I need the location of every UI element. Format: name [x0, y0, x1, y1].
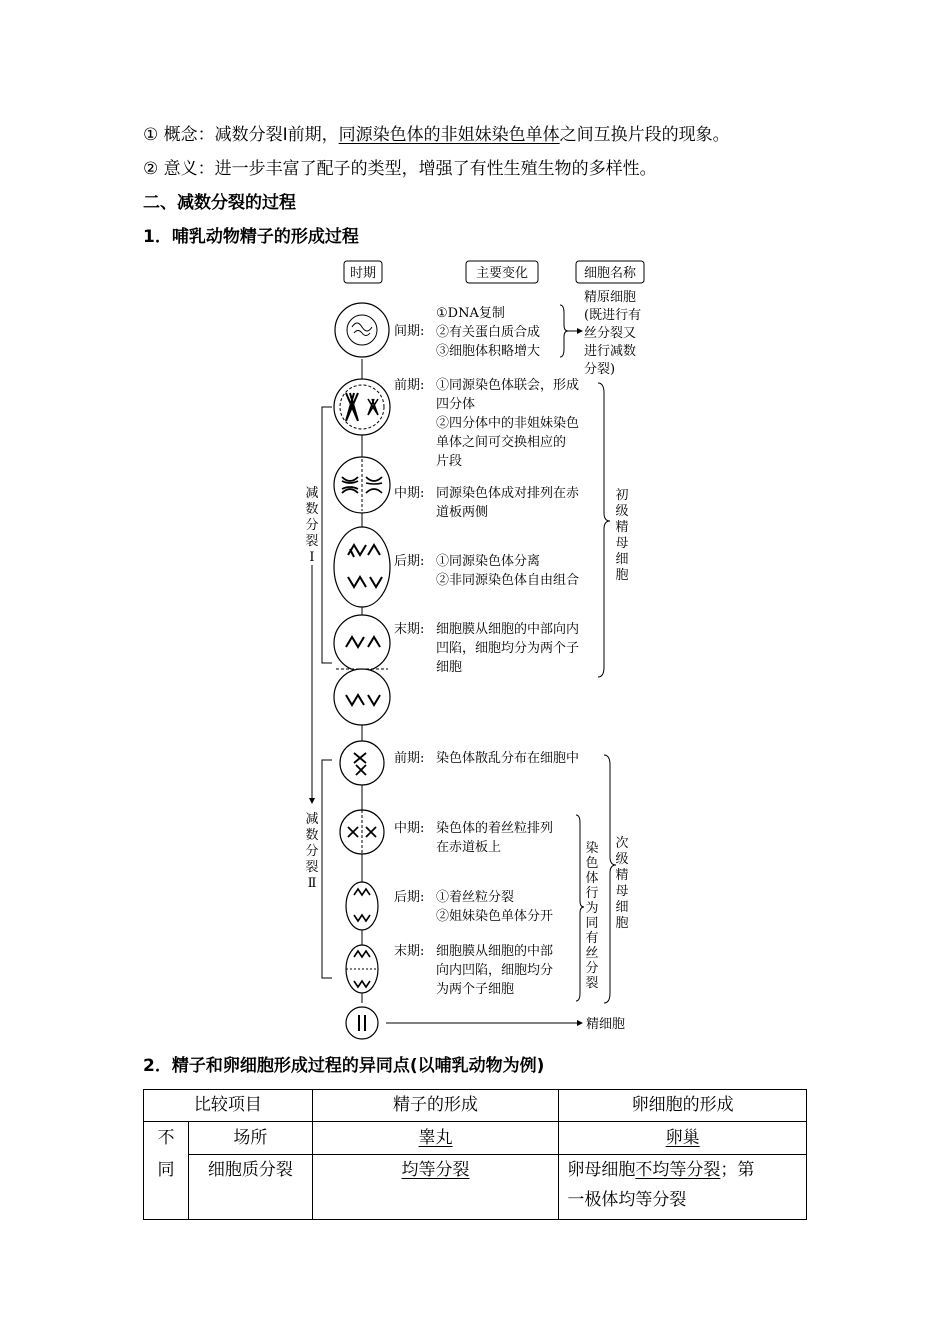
svg-text:精: 精 — [615, 868, 629, 883]
m2-metaphase-line-2: 在赤道板上 — [436, 840, 502, 855]
meiosis1-prophase-cell — [334, 379, 390, 435]
concept-line — [143, 124, 730, 146]
svg-text:精: 精 — [615, 520, 629, 535]
m1-metaphase-line-2: 道板两侧 — [436, 505, 489, 520]
section-heading: 二、减数分裂的过程 — [143, 193, 296, 213]
svg-text:分: 分 — [585, 961, 599, 976]
svg-text:Ⅰ: Ⅰ — [309, 550, 315, 565]
m1-anaphase-label: 后期: — [394, 554, 425, 569]
row-egg-location: 卵巢 — [559, 1122, 807, 1155]
group-label-bottom: 同 — [144, 1155, 189, 1220]
meiosis1-telophase-cells — [334, 615, 390, 725]
svg-text:色: 色 — [585, 856, 599, 871]
m1-metaphase-line-1: 同源染色体成对排列在赤 — [436, 486, 580, 501]
m2-prophase-line-1: 染色体散乱分布在细胞中 — [436, 751, 580, 766]
interphase-label: 间期: — [394, 324, 425, 339]
header-changes: 主要变化 — [475, 266, 529, 281]
svg-text:体: 体 — [585, 871, 599, 886]
m1-prophase-line-1: ①同源染色体联会，形成 — [436, 378, 580, 393]
group-label-top: 不 — [144, 1122, 189, 1155]
m1-prophase-line-4: 单体之间可交换相应的 — [436, 435, 567, 450]
svg-text:分: 分 — [305, 518, 319, 533]
svg-text:胞: 胞 — [615, 568, 629, 583]
header-item: 比较项目 — [144, 1090, 313, 1122]
svg-text:Ⅱ: Ⅱ — [307, 876, 317, 891]
m2-metaphase-label: 中期: — [394, 821, 425, 836]
concept-underlined: 同源染色体的非姐妹染色单体 — [338, 125, 560, 145]
mitosis-note-bracket — [576, 815, 584, 1001]
m1-prophase-line-2: 四分体 — [436, 397, 476, 412]
svg-text:初: 初 — [615, 488, 629, 503]
concept-suffix: 之间互换片段的现象。 — [559, 125, 730, 145]
m2-anaphase-label: 后期: — [394, 890, 425, 905]
svg-text:母: 母 — [615, 884, 629, 899]
table-header-row — [144, 1090, 807, 1122]
svg-text:数: 数 — [305, 502, 319, 517]
sperm-cell — [346, 1007, 378, 1039]
meiosis2-bracket — [322, 760, 332, 978]
svg-text:细: 细 — [615, 900, 629, 915]
row-item-cytokinesis: 细胞质分裂 — [188, 1155, 312, 1220]
concept-prefix: ① 概念：减数分裂Ⅰ前期， — [143, 125, 339, 145]
mitosis-note-label — [585, 840, 598, 991]
meiosis2-anaphase-cell — [346, 882, 378, 930]
row-egg-cytokinesis: 卵母细胞不均等分裂；第 一极体均等分裂 — [559, 1155, 807, 1220]
row-item-location: 场所 — [188, 1122, 312, 1155]
svg-text:染: 染 — [585, 841, 599, 856]
m1-anaphase-line-2: ②非同源染色体自由组合 — [436, 573, 580, 588]
m1-prophase-label: 前期: — [394, 378, 425, 393]
meiosis2-metaphase-cell — [340, 810, 384, 854]
m1-telophase-line-1: 细胞膜从细胞的中部向内 — [436, 622, 580, 637]
svg-text:数: 数 — [305, 828, 319, 843]
subsection-heading-2: 2．精子和卵细胞形成过程的异同点(以哺乳动物为例) — [143, 1056, 545, 1076]
m2-telophase-label: 末期: — [394, 944, 425, 959]
m2-anaphase-line-2: ②姐妹染色单体分开 — [436, 909, 554, 924]
cellname-1-line-4: 进行减数 — [584, 344, 637, 359]
svg-text:分: 分 — [305, 844, 319, 859]
m1-telophase-line-2: 凹陷，细胞均分为两个子 — [436, 641, 580, 656]
interphase-change-2: ②有关蛋白质合成 — [436, 325, 541, 340]
cellname-1-line-5: 分裂) — [584, 362, 616, 377]
meaning-line: ② 意义：进一步丰富了配子的类型，增强了有性生殖生物的多样性。 — [143, 159, 657, 179]
svg-text:丝: 丝 — [585, 946, 599, 961]
m1-prophase-line-5: 片段 — [436, 454, 463, 469]
svg-text:为: 为 — [585, 901, 599, 916]
m2-metaphase-line-1: 染色体的着丝粒排列 — [436, 821, 554, 836]
spermatogenesis-diagram — [290, 255, 660, 1045]
svg-text:行: 行 — [585, 886, 599, 901]
interphase-change-3: ③细胞体积略增大 — [436, 344, 541, 359]
row-sperm-cytokinesis: 均等分裂 — [312, 1155, 559, 1220]
cellname-1-line-1: 精原细胞 — [584, 290, 637, 305]
svg-text:母: 母 — [615, 536, 629, 551]
svg-text:级: 级 — [615, 504, 629, 519]
header-egg: 卵细胞的形成 — [559, 1090, 807, 1122]
meiosis1-anaphase-cell — [334, 527, 390, 607]
svg-text:细: 细 — [615, 552, 629, 567]
header-cellname: 细胞名称 — [583, 266, 637, 281]
m1-metaphase-label: 中期: — [394, 486, 425, 501]
m2-telophase-line-1: 细胞膜从细胞的中部 — [436, 944, 554, 959]
m2-anaphase-line-1: ①着丝粒分裂 — [436, 890, 515, 905]
interphase-cell — [335, 303, 389, 357]
cellname-1-line-2: (既进行有 — [584, 308, 642, 323]
row-sperm-location: 睾丸 — [312, 1122, 559, 1155]
spermatid-label: 精细胞 — [586, 1017, 626, 1032]
svg-text:次: 次 — [615, 836, 629, 851]
m2-telophase-line-2: 向内凹陷，细胞均分 — [436, 963, 554, 978]
svg-text:减: 减 — [305, 812, 319, 827]
meiosis1-label — [305, 485, 318, 565]
meiosis2-telophase-cell — [346, 945, 378, 993]
svg-text:裂: 裂 — [305, 534, 319, 549]
m2-prophase-label: 前期: — [394, 751, 425, 766]
svg-text:减: 减 — [305, 486, 319, 501]
table-row — [144, 1122, 807, 1155]
secondary-bracket — [604, 755, 616, 1003]
interphase-change-1: ①DNA复制 — [436, 306, 505, 321]
m1-telophase-line-3: 细胞 — [436, 660, 463, 675]
svg-text:裂: 裂 — [585, 976, 599, 991]
m1-anaphase-line-1: ①同源染色体分离 — [436, 554, 541, 569]
svg-text:裂: 裂 — [305, 860, 319, 875]
svg-text:同: 同 — [585, 916, 599, 931]
meiosis2-label — [305, 811, 318, 891]
subsection-heading-1: 1．哺乳动物精子的形成过程 — [143, 227, 359, 247]
interphase-brace — [560, 305, 568, 357]
m1-telophase-label: 末期: — [394, 622, 425, 637]
primary-bracket — [598, 383, 610, 677]
comparison-table — [143, 1089, 807, 1220]
meiosis2-prophase-cell — [340, 741, 384, 785]
header-phase: 时期 — [349, 266, 377, 281]
meiosis1-bracket — [322, 407, 332, 663]
m1-prophase-line-3: ②四分体中的非姐妹染色 — [436, 416, 580, 431]
svg-text:胞: 胞 — [615, 916, 629, 931]
cellname-1-line-3: 丝分裂又 — [584, 326, 637, 341]
header-sperm: 精子的形成 — [312, 1090, 559, 1122]
table-row — [144, 1155, 807, 1220]
svg-text:有: 有 — [585, 931, 599, 946]
m2-telophase-line-3: 为两个子细胞 — [436, 982, 515, 997]
meiosis1-metaphase-cell — [334, 457, 390, 513]
primary-spermatocyte-label — [615, 488, 628, 583]
svg-text:级: 级 — [615, 852, 629, 867]
secondary-spermatocyte-label — [615, 835, 628, 931]
